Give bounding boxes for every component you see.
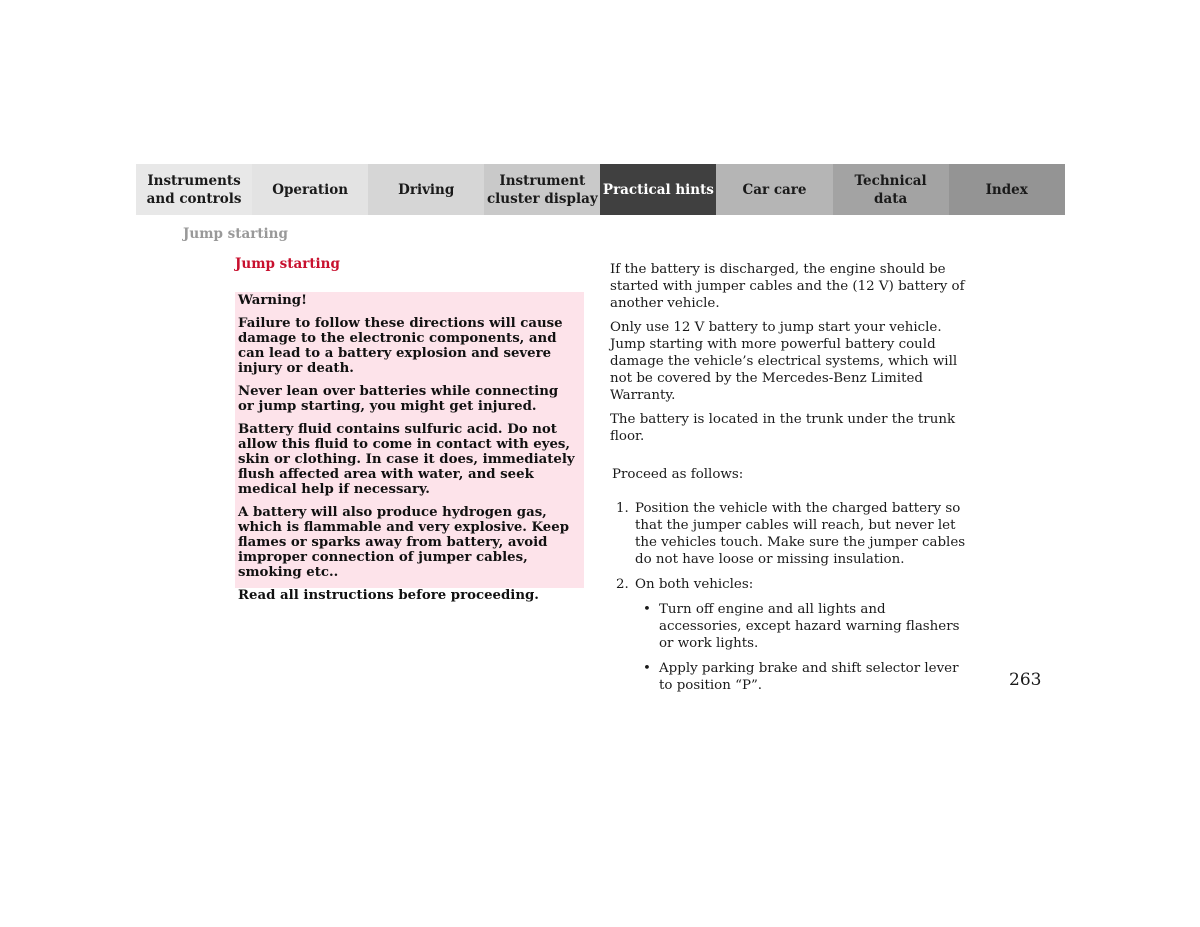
step-item — [610, 500, 970, 568]
tab-label: Technical data — [854, 172, 927, 207]
tab-instruments-and-controls[interactable] — [136, 164, 252, 215]
tab-technical-data[interactable] — [833, 164, 949, 215]
bullet-item — [635, 601, 970, 652]
tab-practical-hints[interactable] — [600, 164, 716, 215]
tab-label: Instrument cluster display — [486, 172, 598, 207]
bullet-text: Apply parking brake and shift selector lever to position “P”. — [659, 661, 959, 693]
bullet-icon: • — [643, 602, 651, 617]
tab-driving[interactable] — [368, 164, 484, 215]
bullet-item — [635, 660, 970, 694]
step-item — [610, 576, 970, 694]
warning-paragraph: Never lean over batteries while connecting or jump starting, you might get injured. — [238, 384, 559, 414]
section-heading: Jump starting — [235, 256, 340, 272]
step-text: On both vehicles: — [635, 577, 754, 592]
tab-index[interactable] — [949, 164, 1065, 215]
tab-car-care[interactable] — [716, 164, 832, 215]
body-paragraph: Only use 12 V battery to jump start your vehicle. Jump starting with more powerful battery could damage the vehicle’s electrical systems, which will not be covered by the Mercedes-Benz Limited Warranty. — [610, 320, 958, 403]
tab-label: Practical hints — [602, 181, 714, 198]
bullet-text: Turn off engine and all lights and accessories, except hazard warning flashers or work lights. — [659, 602, 960, 651]
warning-box — [235, 292, 584, 603]
warning-paragraph: Battery fluid contains sulfuric acid. Do not allow this fluid to come in contact with eyes, skin or clothing. In case it does, immediately flush affected area with water, and seek medical help if necessary. — [238, 422, 575, 497]
warning-paragraph: Read all instructions before proceeding. — [238, 588, 539, 603]
step-number: 2. — [616, 577, 629, 592]
section-label: Jump starting — [183, 226, 288, 242]
tab-label: Car care — [742, 181, 807, 198]
tab-instrument-cluster-display[interactable] — [484, 164, 600, 215]
tab-label: Operation — [272, 181, 349, 198]
chapter-tabs — [136, 164, 1065, 215]
warning-paragraph: Failure to follow these directions will cause damage to the electronic components, and can lead to a battery explosion and severe injury or death. — [238, 316, 563, 376]
proceed-intro: Proceed as follows: — [612, 467, 744, 482]
tab-label: Driving — [398, 181, 455, 198]
step-text: Position the vehicle with the charged battery so that the jumper cables will reach, but never let the vehicles touch. Make sure the jumper cables do not have loose or missing insulation. — [635, 501, 966, 567]
page-number: 263 — [1009, 670, 1042, 690]
warning-title: Warning! — [238, 293, 307, 308]
bullet-icon: • — [643, 661, 651, 676]
tab-label: Instruments and controls — [146, 172, 242, 207]
body-paragraph: The battery is located in the trunk under the trunk floor. — [610, 412, 956, 444]
steps-list — [610, 500, 970, 694]
body-paragraph: If the battery is discharged, the engine should be started with jumper cables and the (12 V) battery of another vehicle. — [610, 262, 965, 311]
warning-paragraph: A battery will also produce hydrogen gas, which is flammable and very explosive. Keep flames or sparks away from battery, avoid improper connection of jumper cables, smoking etc.. — [238, 505, 570, 580]
step-number: 1. — [616, 501, 629, 516]
bullet-list — [635, 601, 970, 694]
tab-label: Index — [985, 181, 1028, 198]
body-column — [610, 261, 970, 702]
tab-operation[interactable] — [252, 164, 368, 215]
